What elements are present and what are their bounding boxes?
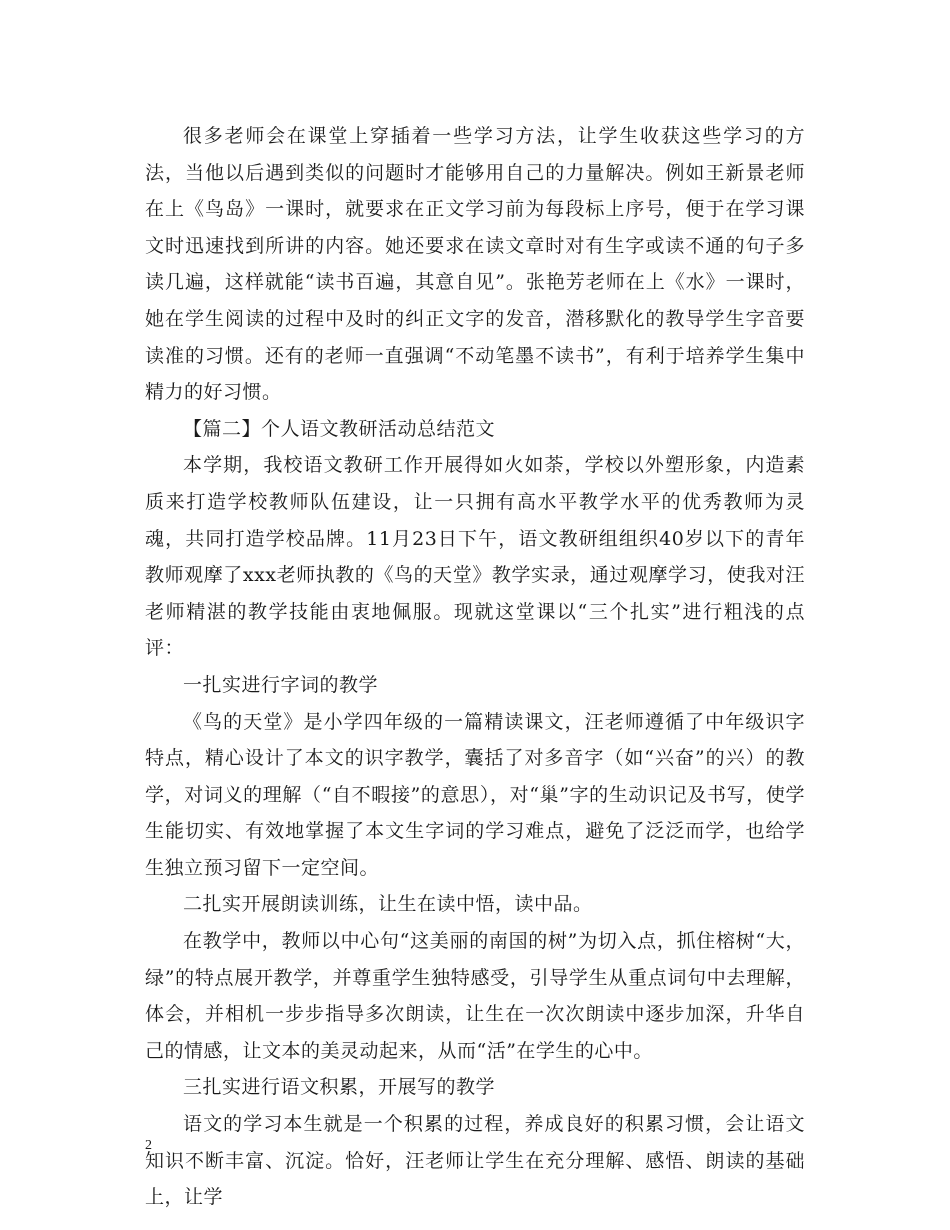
paragraph-accumulation: 语文的学习本生就是一个积累的过程，养成良好的积累习惯，会让语文知识不断丰富、沉淀。恰好，汪老师让学生在充分理解、感悟、朗读的基础上，让学 <box>145 1113 805 1209</box>
subheading-first-point: 一扎实进行字词的教学 <box>183 673 379 696</box>
paragraph-semester-summary: 本学期，我校语文教研工作开展得如火如荼，学校以外塑形象，内造素质来打造学校教师队伍建设，让一只拥有高水平教学水平的优秀教师为灵魂，共同打造学校品牌。11月23日下午，语文教研组组织40岁以下的青年教师观摩了xxx老师执教的《鸟的天堂》教学实录，通过观摩学习，使我对汪老师精湛的教学技能由衷地佩服。现就这堂课以“三个扎实”进行粗浅的点评： <box>145 454 805 660</box>
subheading-third-point: 三扎实进行语文积累，开展写的教学 <box>183 1076 496 1099</box>
paragraph-intro-methods: 很多老师会在课堂上穿插着一些学习方法，让学生收获这些学习的方法，当他以后遇到类似的问题时才能够用自己的力量解决。例如王新景老师在上《鸟岛》一课时，就要求在正文学习前为每段标上序号，便于在学习课文时迅速找到所讲的内容。她还要求在读文章时对有生字或读不通的句子多读几遍，这样就能“读书百遍，其意自见”。张艳芳老师在上《水》一课时，她在学生阅读的过程中及时的纠正文字的发音，潜移默化的教导学生字音要读准的习惯。还有的老师一直强调“不动笔墨不读书”，有利于培养学生集中精力的好习惯。 <box>145 125 805 404</box>
paragraph-reading-training: 在教学中，教师以中心句“这美丽的南国的树”为切入点，抓住榕树“大，绿”的特点展开教学，并尊重学生独特感受，引导学生从重点词句中去理解，体会，并相机一步步指导多次朗读，让生在一次次朗读中逐步加深，升华自己的情感，让文本的美灵动起来，从而“活”在学生的心中。 <box>145 930 805 1062</box>
section-heading-part-two: 【篇二】个人语文教研活动总结范文 <box>183 417 496 440</box>
document-body <box>145 118 805 1216</box>
paragraph-word-teaching: 《鸟的天堂》是小学四年级的一篇精读课文，汪老师遵循了中年级识字特点，精心设计了本文的识字教学，囊括了对多音字（如“兴奋”的兴）的教学，对词义的理解（“自不暇接”的意思），对“巢”字的生动识记及书写，使学生能切实、有效地掌握了本文生字词的学习难点，避免了泛泛而学，也给学生独立预习留下一定空间。 <box>145 710 805 879</box>
subheading-second-point: 二扎实开展朗读训练，让生在读中悟，读中品。 <box>183 893 593 916</box>
page-number: 2 <box>145 1138 152 1153</box>
